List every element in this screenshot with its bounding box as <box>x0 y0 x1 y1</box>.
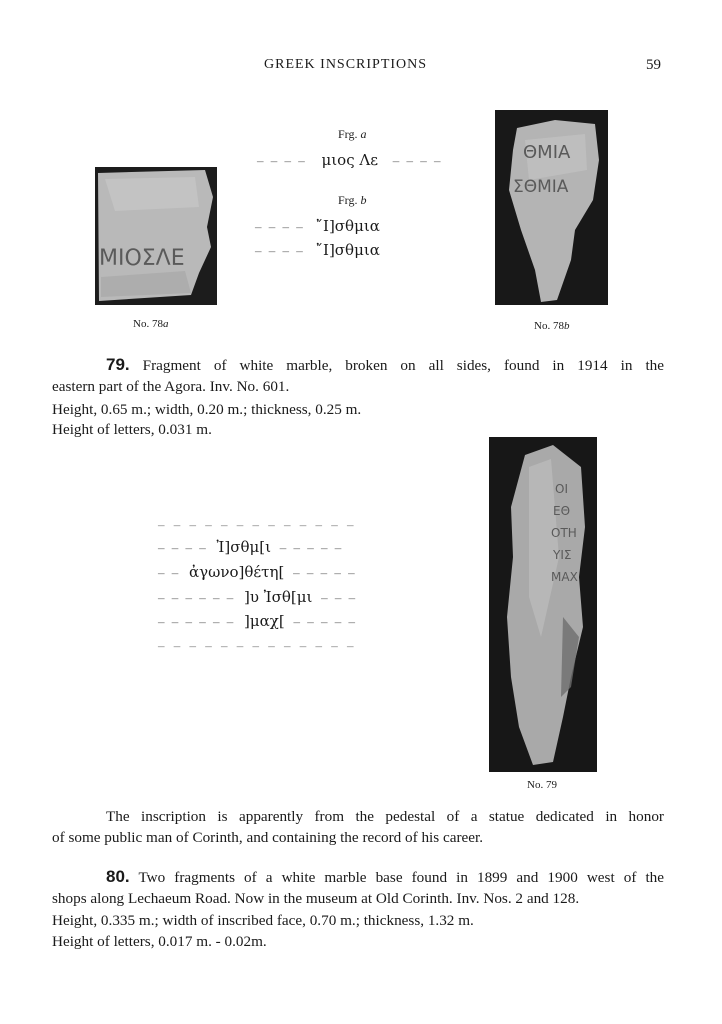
caption-79: No. 79 <box>527 779 557 791</box>
page-number: 59 <box>646 57 661 73</box>
stone-inscription-79-4: ΥΙΣ <box>553 548 572 562</box>
insc-79-line-1: – – – – Ἰ]σθμ[ι – – – – – <box>158 538 344 556</box>
commentary-79: The inscription is apparently from the pedestal of a statue dedicated in honor of some public man of Corinth, and containing the record of his career. <box>52 808 664 846</box>
photo-fragment-78a <box>95 167 217 305</box>
insc-79-line-3: – – – – – – ]υ Ἰσθ[μι – – – <box>158 588 358 606</box>
entry-79-dimensions: Height, 0.65 m.; width, 0.20 m.; thickness, 0.25 m. <box>52 401 362 418</box>
entry-79-letter-height: Height of letters, 0.031 m. <box>52 421 212 438</box>
dash-row-bottom: – – – – – – – – – – – – – <box>158 638 357 653</box>
frg-a-label: Frg. a <box>338 127 367 141</box>
dash-row-top: – – – – – – – – – – – – – <box>158 517 357 532</box>
insc-79-line-4: – – – – – – ]μαχ[ – – – – – <box>158 612 357 630</box>
frg-b-label: Frg. b <box>338 193 367 207</box>
stone-inscription-78a: ΜΙΟΣΛΕ <box>99 246 185 271</box>
entry-80-dimensions: Height, 0.335 m.; width of inscribed face, 0.70 m.; thickness, 1.32 m. <box>52 912 474 929</box>
frg-b-line-1: – – – – ῎Ι]σθμια <box>255 217 380 235</box>
stone-inscription-78b-1: ΘΜΙΑ <box>523 142 571 163</box>
caption-78b: No. 78b <box>534 320 570 332</box>
stone-inscription-79-2: ΕΘ <box>553 504 571 518</box>
entry-number-79: 79. <box>106 355 130 374</box>
running-title: GREEK INSCRIPTIONS <box>264 57 428 72</box>
entry-number-80: 80. <box>106 867 130 886</box>
photo-fragment-79 <box>489 437 597 772</box>
frg-b-line-2: – – – – ῎Ι]σθμια <box>255 241 380 259</box>
stone-inscription-78b-2: ΣΘΜΙΑ <box>513 177 569 197</box>
insc-79-line-2: – – ἀγωνο]θέτη[ – – – – – <box>158 563 357 581</box>
stone-inscription-79-5: ΜΑΧ <box>551 570 578 584</box>
entry-80-letter-height: Height of letters, 0.017 m. - 0.02m. <box>52 933 267 950</box>
stone-inscription-79-1: ΟΙ <box>555 482 568 496</box>
running-head <box>0 57 722 77</box>
frg-a-line: – – – – μιος Λε – – – – <box>257 151 443 169</box>
photo-fragment-78b <box>495 110 608 305</box>
frg-a-text: μιος Λε <box>321 151 378 169</box>
entry-79-description: 79. Fragment of white marble, broken on all sides, found in 1914 in the eastern part of the Agora. Inv. No. 601. <box>52 355 665 395</box>
stone-inscription-79-3: ΟΤΗ <box>551 526 577 540</box>
entry-80-description: 80. Two fragments of a white marble base found in 1899 and 1900 west of the shops along Lechaeum Road. Now in the museum at Old Corinth. Inv. Nos. 2 and 128. <box>52 867 664 907</box>
caption-78a: No. 78a <box>133 318 169 330</box>
